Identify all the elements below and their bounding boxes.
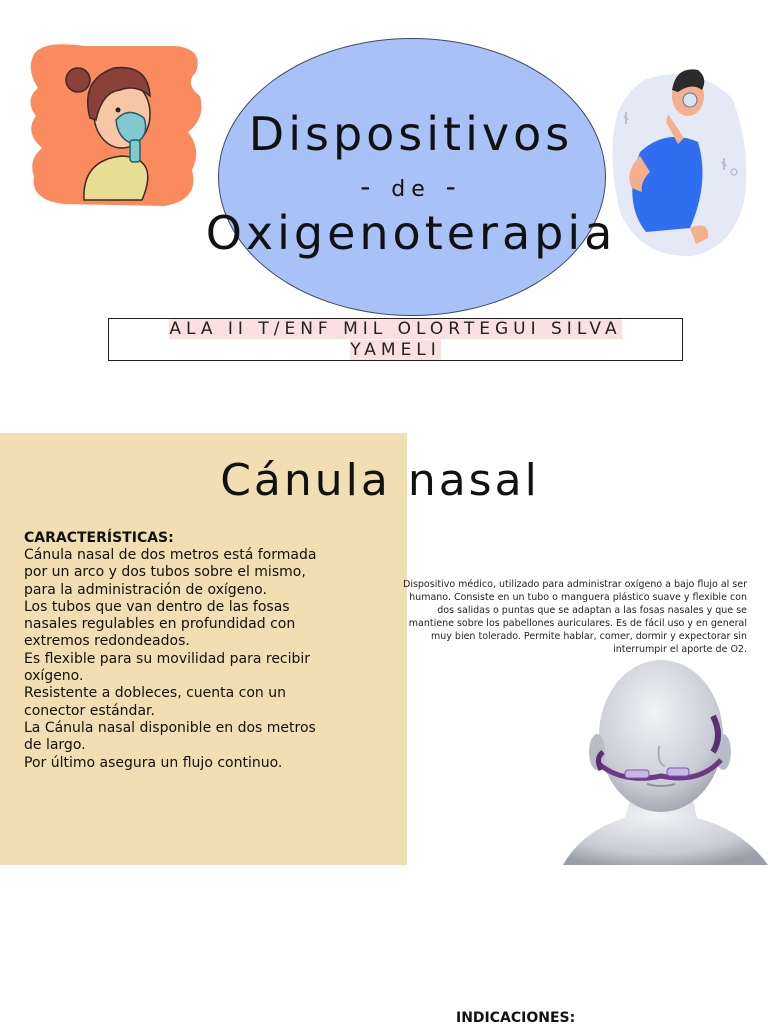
- characteristics-line: oxígeno.: [24, 668, 84, 685]
- characteristics-heading: CARACTERÍSTICAS:: [24, 530, 174, 546]
- description-line: dos salidas o puntas que se adaptan a las fosas nasales y que se: [437, 605, 747, 616]
- section-title: Cánula nasal: [220, 455, 540, 506]
- indications-heading: INDICACIONES:: [456, 1010, 576, 1026]
- title-dash-right: -: [445, 170, 462, 203]
- description-line: humano. Consiste en un tubo o manguera plástico suave y flexible con: [409, 592, 747, 603]
- author-line2: YAMELI: [350, 340, 441, 360]
- characteristics-line: nasales regulables en profundidad con: [24, 616, 296, 633]
- page-title-connector: [0, 170, 768, 203]
- title-connector-word: de: [391, 177, 431, 202]
- characteristics-line: extremos redondeados.: [24, 633, 190, 650]
- description-line: Dispositivo médico, utilizado para administrar oxígeno a bajo flujo al ser: [403, 579, 747, 590]
- characteristics-line: Cánula nasal de dos metros está formada: [24, 547, 317, 563]
- characteristics-line: Por último asegura un flujo continuo.: [24, 754, 283, 771]
- description-line: muy bien tolerado. Permite hablar, comer, dormir y expectorar sin: [431, 631, 747, 642]
- characteristics-line: de largo.: [24, 737, 86, 754]
- device-description: [390, 578, 747, 656]
- characteristics-list: [24, 547, 344, 772]
- characteristics-line: por un arco y dos tubos sobre el mismo,: [24, 564, 306, 581]
- description-line: interrumpir el aporte de O2.: [613, 644, 747, 655]
- characteristics-line: Resistente a dobleces, cuenta con un: [24, 685, 287, 702]
- page-title-line3: Oxigenoterapia: [205, 206, 617, 260]
- author-box: [108, 318, 683, 361]
- characteristics-line: Los tubos que van dentro de las fosas: [24, 598, 290, 615]
- description-line: mantiene sobre los pabellones auriculares. Es de fácil uso y en general: [408, 618, 747, 629]
- characteristics-line: conector estándar.: [24, 702, 155, 719]
- title-dash-left: -: [360, 170, 377, 203]
- characteristics-line: La Cánula nasal disponible en dos metros: [24, 719, 316, 736]
- characteristics-line: Es flexible para su movilidad para recibir: [24, 650, 311, 667]
- characteristics-line: para la administración de oxígeno.: [24, 581, 267, 598]
- mannequin-with-nasal-cannula-icon: [563, 660, 768, 865]
- author-line1: ALA II T/ENF MIL OLORTEGUI SILVA: [169, 319, 622, 339]
- page-title-line1: Dispositivos: [248, 107, 574, 161]
